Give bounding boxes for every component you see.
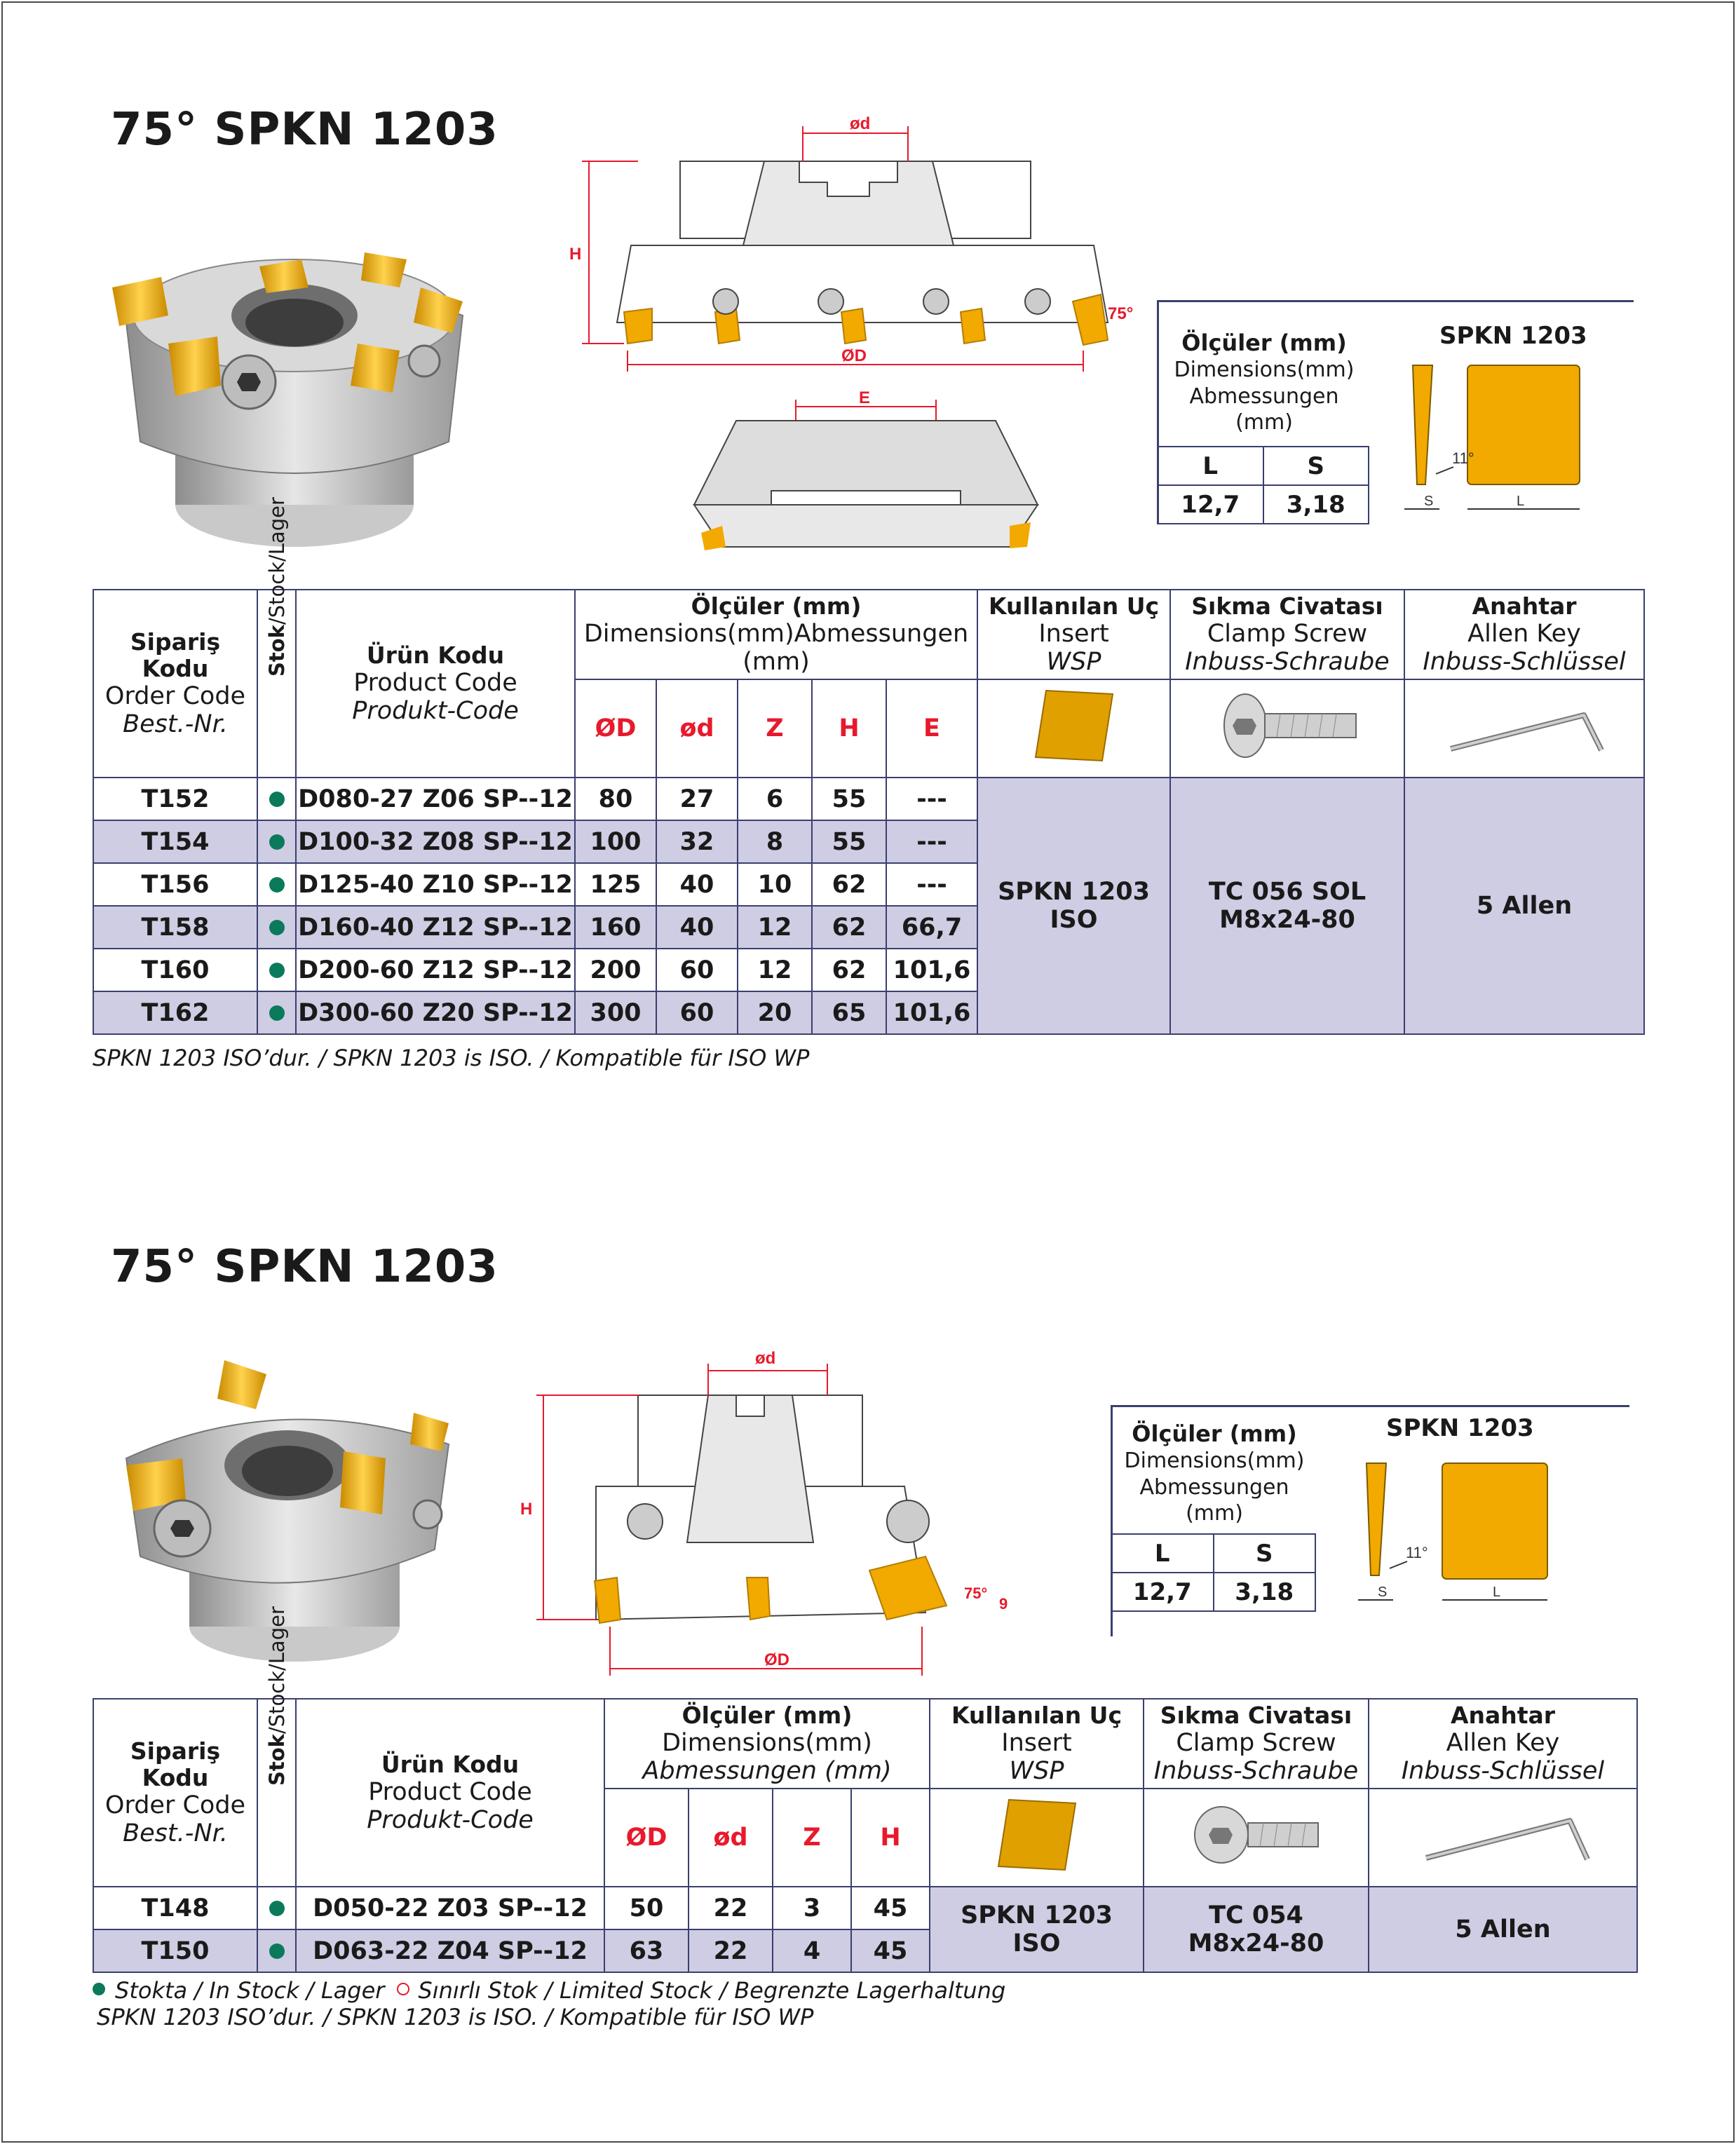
in-stock-dot-icon — [269, 877, 285, 893]
key-en: Allen Key — [1467, 619, 1581, 648]
section2-note: SPKN 1203 ISO’dur. / SPKN 1203 is ISO. / Kompatible für ISO WP — [97, 2004, 814, 2030]
insert-de: WSP — [1046, 647, 1101, 676]
insert-code-l1: SPKN 1203 — [961, 1901, 1113, 1929]
order-code-header — [93, 590, 257, 778]
legend-limited: Sınırlı Stok / Limited Stock / Begrenzte Lagerhaltung — [418, 1977, 1006, 2004]
clamp-screw-icon — [1210, 687, 1364, 764]
dim-cell-OD: 200 — [575, 949, 656, 991]
insert-tr: Kullanılan Uç — [988, 592, 1160, 620]
insert-image-cell-2 — [930, 1789, 1144, 1887]
s-label-2: S — [1214, 1534, 1316, 1573]
key-image-cell — [1404, 679, 1644, 778]
screw-image-cell-2 — [1144, 1789, 1369, 1887]
dim-cell-od: 22 — [689, 1887, 773, 1929]
ls-table-2 — [1111, 1533, 1316, 1612]
dim-cell-od: 27 — [656, 778, 738, 820]
allen-key-icon-2 — [1412, 1796, 1594, 1873]
dim-cell-Z: 8 — [738, 820, 812, 863]
s-mark: S — [1424, 494, 1434, 509]
key-tr-2: Anahtar — [1450, 1701, 1556, 1729]
stock-rest-2: /Stock/Lager — [264, 1606, 289, 1735]
dim-cell-Z: 3 — [773, 1887, 851, 1929]
stock-header-2 — [257, 1606, 296, 1887]
order-code-en-2: Order Code — [104, 1791, 246, 1819]
screw-code-cell — [1170, 778, 1404, 1034]
dim-cell-E: --- — [886, 820, 977, 863]
product-code-de: Produkt-Code — [352, 696, 519, 725]
dim-cell-OD: 125 — [575, 863, 656, 906]
stock-header — [257, 497, 296, 778]
insert-code-cell — [930, 1887, 1144, 1972]
dimbox-header — [1159, 329, 1369, 436]
s-value-2: 3,18 — [1214, 1573, 1316, 1611]
dim-cell-E: 66,7 — [886, 906, 977, 949]
dimensions-header-2 — [604, 1699, 930, 1789]
screw-de-2: Inbuss-Schraube — [1153, 1756, 1359, 1785]
order-code-cell: T160 — [93, 949, 257, 991]
dimbox2-header-de: Abmessungen (mm) — [1139, 1474, 1289, 1526]
dims-de-2: Abmessungen (mm) — [642, 1756, 892, 1785]
dimensions-header — [575, 590, 977, 679]
insert-tr-2: Kullanılan Uç — [951, 1701, 1123, 1729]
insert-dim-box-2 — [1111, 1405, 1629, 1636]
order-code-de-2: Best.-Nr. — [123, 1819, 228, 1847]
section1-rows — [93, 778, 1644, 1034]
l-label-2: L — [1111, 1534, 1214, 1573]
product-code-cell: D050-22 Z03 SP--12 — [296, 1887, 604, 1929]
insert-en-2: Insert — [1001, 1728, 1072, 1757]
clearance-angle-2: 11° — [1406, 1544, 1428, 1561]
in-stock-dot-icon — [269, 1901, 285, 1916]
dim-cell-OD: 63 — [604, 1929, 689, 1972]
in-stock-dot-icon — [269, 1005, 285, 1021]
order-code-tr-2: Sipariş Kodu — [130, 1737, 221, 1791]
l-mark: L — [1517, 494, 1525, 509]
stock-tr-2: Stok — [264, 1734, 289, 1786]
dimbox-header-de: Abmessungen (mm) — [1189, 384, 1339, 435]
dim-cell-Z: 12 — [738, 949, 812, 991]
insert-dim-box — [1157, 300, 1634, 524]
dim-cell-H: 65 — [812, 991, 886, 1034]
cutter-technical-drawing-2 — [505, 1332, 1038, 1683]
dim-cell-H: 45 — [851, 1887, 930, 1929]
dim-cell-H: 62 — [812, 906, 886, 949]
dimbox-header-en: Dimensions(mm) — [1174, 358, 1355, 382]
key-tr: Anahtar — [1472, 592, 1577, 620]
key-header — [1404, 590, 1644, 679]
dim-cell-OD: 50 — [604, 1887, 689, 1929]
order-code-cell: T162 — [93, 991, 257, 1034]
stock-cell — [257, 906, 296, 949]
dim-cell-E: 101,6 — [886, 991, 977, 1034]
section2-rows — [93, 1887, 1637, 1972]
insert-header — [977, 590, 1170, 679]
product-code-cell: D063-22 Z04 SP--12 — [296, 1929, 604, 1972]
col-Z: Z — [738, 679, 812, 778]
insert-sketch — [1383, 351, 1629, 527]
dims-tr: Ölçüler (mm) — [691, 592, 862, 620]
insert-sketch-2 — [1337, 1449, 1589, 1624]
table-row — [93, 778, 1644, 820]
dim-cell-od: 60 — [656, 949, 738, 991]
angle-label: 75° — [1108, 304, 1134, 323]
section2-title: 75° SPKN 1203 — [111, 1241, 499, 1293]
dim-cell-OD: 160 — [575, 906, 656, 949]
screw-en-2: Clamp Screw — [1176, 1728, 1336, 1757]
order-code-de: Best.-Nr. — [123, 710, 228, 738]
product-code-cell: D300-60 Z20 SP--12 — [296, 991, 575, 1034]
in-stock-dot-icon — [269, 792, 285, 807]
order-code-header-2 — [93, 1699, 257, 1887]
dim-cell-od: 40 — [656, 863, 738, 906]
col2-od: ød — [689, 1789, 773, 1887]
order-code-cell: T158 — [93, 906, 257, 949]
insert-code-cell — [977, 778, 1170, 1034]
section1-note: SPKN 1203 ISO’dur. / SPKN 1203 is ISO. / Kompatible für ISO WP — [93, 1045, 810, 1071]
od-label: ød — [850, 114, 871, 133]
col2-H: H — [851, 1789, 930, 1887]
insert-icon-2 — [988, 1793, 1086, 1877]
dimbox2-header-en: Dimensions(mm) — [1124, 1448, 1305, 1473]
section2-table — [93, 1606, 1638, 1973]
screw-en: Clamp Screw — [1207, 619, 1368, 648]
order-code-tr: Sipariş Kodu — [130, 627, 221, 682]
allen-key-cell: 5 Allen — [1369, 1887, 1637, 1972]
in-stock-dot-icon — [269, 1943, 285, 1959]
product-code-tr: Ürün Kodu — [366, 641, 505, 669]
dim-cell-H: 55 — [812, 778, 886, 820]
dim-cell-E: --- — [886, 863, 977, 906]
table-row — [93, 1887, 1637, 1929]
order-code-cell: T148 — [93, 1887, 257, 1929]
col-H: H — [812, 679, 886, 778]
stock-cell — [257, 991, 296, 1034]
dim-cell-od: 22 — [689, 1929, 773, 1972]
insert-code-l2: ISO — [1050, 906, 1098, 934]
s-mark-2: S — [1378, 1585, 1388, 1600]
col-od: ød — [656, 679, 738, 778]
dim-cell-H: 62 — [812, 949, 886, 991]
dims-tr-2: Ölçüler (mm) — [681, 1701, 853, 1729]
insert-image-cell — [977, 679, 1170, 778]
dim-cell-H: 45 — [851, 1929, 930, 1972]
order-code-cell: T150 — [93, 1929, 257, 1972]
product-code-cell: D160-40 Z12 SP--12 — [296, 906, 575, 949]
screw-code-cell — [1144, 1887, 1369, 1972]
angle-label-2: 75° — [964, 1585, 988, 1602]
product-code-en: Product Code — [353, 668, 517, 697]
dimbox2-header-tr: Ölçüler (mm) — [1132, 1420, 1297, 1447]
order-code-cell: T156 — [93, 863, 257, 906]
screw-code-l2: M8x24-80 — [1188, 1929, 1324, 1958]
dims-en: Dimensions(mm) — [583, 619, 794, 648]
product-code-de-2: Produkt-Code — [367, 1805, 534, 1834]
product-code-cell: D080-27 Z06 SP--12 — [296, 778, 575, 820]
insert-en: Insert — [1038, 619, 1109, 648]
dims-en-2: Dimensions(mm) — [662, 1728, 872, 1757]
dim-cell-E: --- — [886, 778, 977, 820]
allen-key-icon — [1440, 687, 1608, 764]
order-code-cell: T154 — [93, 820, 257, 863]
key-header-2 — [1369, 1699, 1637, 1789]
product-code-cell: D200-60 Z12 SP--12 — [296, 949, 575, 991]
insert-name: SPKN 1203 — [1439, 322, 1587, 350]
key-image-cell-2 — [1369, 1789, 1637, 1887]
product-code-tr-2: Ürün Kodu — [381, 1750, 520, 1778]
col-OD: ØD — [575, 679, 656, 778]
insert-code-l2: ISO — [1012, 1929, 1061, 1958]
dim-cell-od: 60 — [656, 991, 738, 1034]
s-label: S — [1263, 447, 1369, 485]
s-value: 3,18 — [1263, 485, 1369, 524]
big-od-label: ØD — [841, 346, 867, 365]
big-od-label-2: ØD — [764, 1650, 789, 1669]
insert-icon — [1025, 684, 1123, 768]
dim-cell-H: 62 — [812, 863, 886, 906]
stock-cell — [257, 949, 296, 991]
dimbox2-header — [1113, 1420, 1316, 1527]
dim-cell-OD: 300 — [575, 991, 656, 1034]
in-stock-dot-icon — [269, 963, 285, 978]
screw-code-l2: M8x24-80 — [1219, 906, 1355, 934]
col2-OD: ØD — [604, 1789, 689, 1887]
key-de: Inbuss-Schlüssel — [1423, 647, 1626, 676]
product-code-header-2 — [296, 1699, 604, 1887]
nine-label: 9 — [999, 1595, 1008, 1613]
screw-de: Inbuss-Schraube — [1185, 647, 1390, 676]
clearance-angle: 11° — [1452, 449, 1474, 467]
stock-cell — [257, 1929, 296, 1972]
allen-key-cell: 5 Allen — [1404, 778, 1644, 1034]
dim-cell-od: 40 — [656, 906, 738, 949]
insert-de-2: WSP — [1009, 1756, 1064, 1785]
dim-cell-OD: 100 — [575, 820, 656, 863]
key-en-2: Allen Key — [1446, 1728, 1560, 1757]
dim-cell-Z: 10 — [738, 863, 812, 906]
screw-header-2 — [1144, 1699, 1369, 1789]
stock-cell — [257, 1887, 296, 1929]
legend-in-stock: Stokta / In Stock / Lager — [115, 1977, 385, 2004]
section1-title: 75° SPKN 1203 — [111, 104, 499, 156]
screw-header — [1170, 590, 1404, 679]
milling-cutter-photo-2 — [105, 1346, 484, 1669]
dim-cell-Z: 20 — [738, 991, 812, 1034]
insert-header-2 — [930, 1699, 1144, 1789]
dim-cell-od: 32 — [656, 820, 738, 863]
screw-image-cell — [1170, 679, 1404, 778]
col2-Z: Z — [773, 1789, 851, 1887]
dim-cell-Z: 4 — [773, 1929, 851, 1972]
dim-cell-H: 55 — [812, 820, 886, 863]
stock-cell — [257, 778, 296, 820]
dim-cell-Z: 12 — [738, 906, 812, 949]
l-label: L — [1158, 447, 1263, 485]
insert-name-2: SPKN 1203 — [1386, 1414, 1534, 1442]
cutter-technical-drawing — [561, 112, 1164, 568]
h-label-2: H — [520, 1500, 533, 1519]
in-stock-dot-icon — [93, 1983, 105, 1995]
stock-cell — [257, 863, 296, 906]
screw-code-l1: TC 056 SOL — [1208, 878, 1367, 906]
in-stock-dot-icon — [269, 920, 285, 935]
insert-code-l1: SPKN 1203 — [998, 878, 1150, 906]
stock-legend — [93, 1977, 1005, 2004]
clamp-screw-icon-2 — [1186, 1796, 1327, 1873]
order-code-en: Order Code — [104, 681, 246, 710]
dim-cell-OD: 80 — [575, 778, 656, 820]
product-code-cell: D100-32 Z08 SP--12 — [296, 820, 575, 863]
dims-de: Abmessungen (mm) — [742, 619, 969, 676]
product-code-cell: D125-40 Z10 SP--12 — [296, 863, 575, 906]
screw-tr: Sıkma Civatası — [1191, 592, 1383, 620]
stock-cell — [257, 820, 296, 863]
limited-stock-ring-icon — [397, 1983, 409, 1995]
l-value-2: 12,7 — [1111, 1573, 1214, 1611]
h-label: H — [569, 245, 582, 264]
screw-tr-2: Sıkma Civatası — [1160, 1701, 1352, 1729]
l-mark-2: L — [1493, 1585, 1501, 1600]
product-code-header — [296, 590, 575, 778]
product-code-en-2: Product Code — [368, 1777, 532, 1806]
screw-code-l1: TC 054 — [1209, 1901, 1303, 1929]
col-E: E — [886, 679, 977, 778]
milling-cutter-photo — [98, 210, 491, 561]
in-stock-dot-icon — [269, 834, 285, 850]
l-value: 12,7 — [1158, 485, 1263, 524]
key-de-2: Inbuss-Schlüssel — [1401, 1756, 1605, 1785]
dim-cell-E: 101,6 — [886, 949, 977, 991]
ls-table — [1157, 446, 1369, 524]
dimbox-header-tr: Ölçüler (mm) — [1181, 330, 1347, 356]
od-label-2: ød — [755, 1349, 776, 1368]
order-code-cell: T152 — [93, 778, 257, 820]
e-label: E — [859, 388, 871, 407]
stock-tr: Stok — [264, 625, 289, 677]
dim-cell-Z: 6 — [738, 778, 812, 820]
stock-rest: /Stock/Lager — [264, 497, 289, 625]
